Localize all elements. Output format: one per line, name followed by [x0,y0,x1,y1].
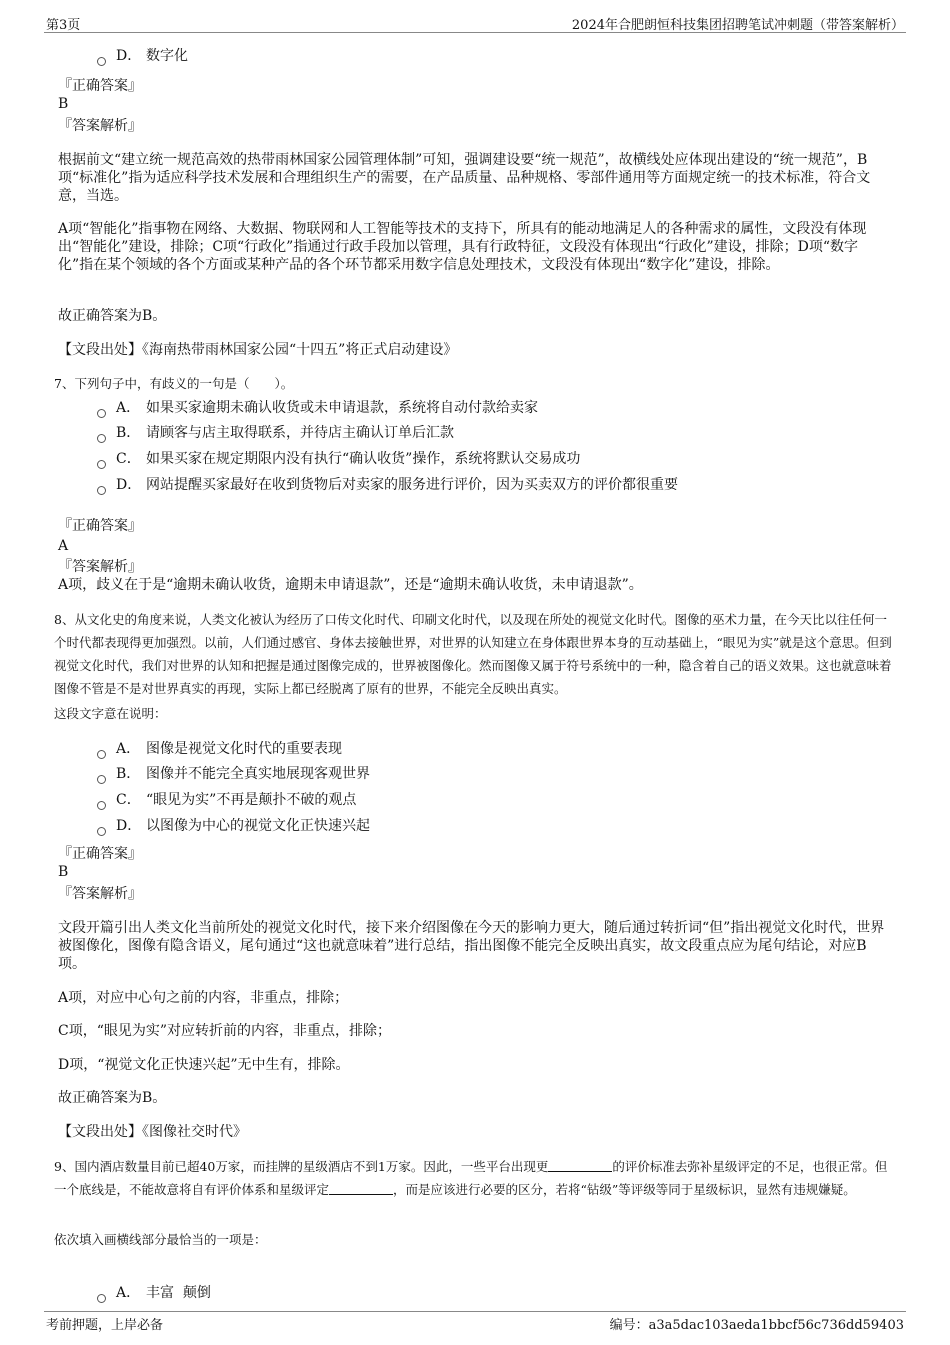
radio-icon[interactable] [97,57,106,66]
q8-option-b[interactable] [97,764,370,784]
q7-answer-label: 『正确答案』 [58,518,142,534]
option-letter: A． [116,741,141,757]
q8-answer-label: 『正确答案』 [58,846,142,862]
option-text: 网站提醒买家最好在收到货物后对卖家的服务进行评价，因为买卖双方的评价都很重要 [146,477,678,493]
option-letter: B． [116,766,141,782]
radio-icon[interactable] [97,750,106,759]
q8-analysis-a: A项，对应中心句之前的内容，非重点，排除； [58,990,349,1006]
q7-option-a[interactable] [97,398,538,418]
q8-analysis-d: D项，“视觉文化正快速兴起”无中生有，排除。 [58,1057,350,1073]
q8-answer: B [58,864,69,880]
option-text: 图像是视觉文化时代的重要表现 [146,741,342,757]
q6-conclusion: 故正确答案为B。 [58,308,167,324]
radio-icon[interactable] [97,434,106,443]
q9-question-part-2: 的评价标准去弥补星级评定的不足，也很正常。但一个底线是，不能故意将自有评价体系和星级评定 [54,1159,888,1197]
option-letter: C． [116,792,141,808]
q8-conclusion: 故正确答案为B。 [58,1090,167,1106]
q6-answer: B [58,96,69,112]
option-text: 图像并不能完全真实地展现客观世界 [146,766,370,782]
q7-option-c[interactable] [97,449,580,469]
option-text: 以图像为中心的视觉文化正快速兴起 [146,818,370,834]
q6-source: 【文段出处】《海南热带雨林国家公园“十四五”将正式启动建设》 [58,342,458,358]
radio-icon[interactable] [97,775,106,784]
q8-prompt: 这段文字意在说明： [54,706,167,721]
option-letter: D． [116,477,142,493]
footer-slogan: 考前押题，上岸必备 [46,1318,164,1333]
option-text: 请顾客与店主取得联系，并待店主确认订单后汇款 [146,425,454,441]
radio-icon[interactable] [97,801,106,810]
q9-prompt: 依次填入画横线部分最恰当的一项是： [54,1232,267,1247]
option-text: “眼见为实”不再是颠扑不破的观点 [146,792,357,808]
q8-source: 【文段出处】《图像社交时代》 [58,1124,247,1140]
radio-icon[interactable] [97,1294,106,1303]
q6-analysis-paragraph-1: 根据前文“建立统一规范高效的热带雨林国家公园管理体制”可知，强调建设要“统一规范”，故横线处应体现出建设的“统一规范”，B项“标准化”指为适应科学技术发展和合理组织生产的需要，在产品质量、品种规格、零部件通用等方面规定统一的技术标准，符合文意，当选。 [58,152,871,204]
option-letter: D． [116,818,142,834]
q8-analysis-c: C项，“眼见为实”对应转折前的内容，非重点，排除； [58,1023,392,1039]
header-divider [44,32,906,33]
q6-analysis-paragraph-2: A项“智能化”指事物在网络、大数据、物联网和人工智能等技术的支持下，所具有的能动地满足人的各种需求的属性，文段没有体现出“智能化”建设，排除；C项“行政化”指通过行政手段加以管理，具有行政特征，文段没有体现出“行政化”建设，排除；D项“数字化”指在某个领域的各个方面或某种产品的各个环节都采用数字信息处理技术，文段没有体现出“数字化”建设，排除。 [58,221,867,273]
q7-option-d[interactable] [97,475,678,495]
q8-option-d[interactable] [97,816,370,836]
q9-option-a[interactable] [97,1283,211,1303]
option-letter: C． [116,451,141,467]
option-text: 如果买家在规定期限内没有执行“确认收货”操作，系统将默认交易成功 [146,451,581,467]
radio-icon[interactable] [97,486,106,495]
footer-divider [44,1311,906,1312]
option-text: 数字化 [146,48,188,64]
q7-answer: A [58,538,69,554]
option-letter: D． [116,48,142,64]
q6-answer-label: 『正确答案』 [58,78,142,94]
radio-icon[interactable] [97,827,106,836]
fill-blank-2 [329,1182,393,1195]
radio-icon[interactable] [97,460,106,469]
q6-option-d[interactable] [97,46,188,66]
q7-analysis-label: 『答案解析』 [58,559,142,575]
q8-question: 8、从文化史的角度来说，人类文化被认为经历了口传文化时代、印刷文化时代，以及现在所处的视觉文化时代。图像的巫术力量，在今天比以往任何一个时代都表现得更加强烈。以前，人们通过感官、身体去接触世界，对世界的认知建立在身体跟世界本身的互动基础上，“眼见为实”就是这个意思。但到视觉文化时代，我们对世界的认知和把握是通过图像完成的，世界被图像化。然而图像又属于符号系统中的一种，隐含着自己的语义效果。这也就意味着图像不管是不是对世界真实的再现，实际上都已经脱离了原有的世界，不能完全反映出真实。 [54,612,892,696]
option-letter: A． [116,1285,141,1301]
q7-question: 7、下列句子中，有歧义的一句是（ ）。 [54,376,294,391]
q7-analysis: A项，歧义在于是“逾期未确认收货，逾期未申请退款”，还是“逾期未确认收货，未申请退款”。 [58,577,643,593]
q8-analysis-label: 『答案解析』 [58,886,142,902]
q8-option-c[interactable] [97,790,356,810]
q8-option-a[interactable] [97,739,342,759]
option-letter: B． [116,425,141,441]
radio-icon[interactable] [97,409,106,418]
q7-option-b[interactable] [97,423,454,443]
q9-question [54,1155,896,1201]
option-text: 如果买家逾期未确认收货或未申请退款，系统将自动付款给卖家 [146,400,538,416]
q9-question-part-1: 9、国内酒店数量目前已超40万家，而挂牌的星级酒店不到1万家。因此，一些平台出现更 [54,1159,549,1174]
q9-question-part-3: ，而是应该进行必要的区分，若将“钻级”等评级等同于星级标识，显然有违规嫌疑。 [393,1182,856,1197]
q6-analysis-label: 『答案解析』 [58,118,142,134]
document-title: 2024年合肥朗恒科技集团招聘笔试冲刺题（带答案解析） [571,18,904,33]
q8-analysis-paragraph-1: 文段开篇引出人类文化当前所处的视觉文化时代，接下来介绍图像在今天的影响力更大，随后通过转折词“但”指出视觉文化时代，世界被图像化，图像有隐含语义，尾句通过“这也就意味着”进行总结，指出图像不能完全反映出真实，故文段重点应为尾句结论，对应B项。 [58,920,885,972]
fill-blank-1 [548,1159,612,1172]
document-id: 编号：a3a5dac103aeda1bbcf56c736dd59403 [609,1318,904,1333]
option-letter: A． [116,400,141,416]
option-text: 丰富 颠倒 [146,1285,211,1301]
page-number: 第3页 [46,18,81,33]
